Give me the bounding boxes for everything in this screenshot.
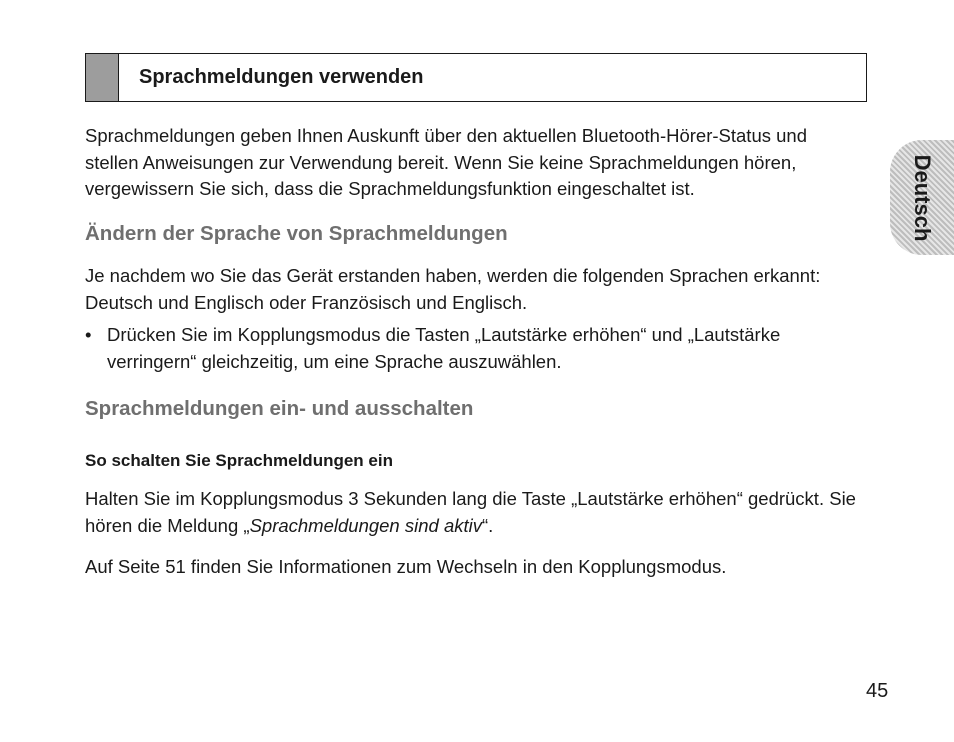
toggle-paragraph [85, 486, 865, 539]
toggle-body-italic: Sprachmeldungen sind aktiv [249, 514, 482, 536]
reference-paragraph: Auf Seite 51 finden Sie Informationen zum Wechseln in den Kopplungsmodus. [85, 556, 727, 577]
bullet-dot-icon: • [85, 324, 92, 345]
toggle-subheading: So schalten Sie Sprachmeldungen ein [85, 451, 393, 470]
intro-paragraph: Sprachmeldungen geben Ihnen Auskunft über den aktuellen Bluetooth-Hörer-Status und stellen Anweisungen zur Verwendung bereit. Wenn Sie keine Sprachmeldungen hören, vergewissern Sie sich, dass die Sprachmeldungsfunktion eingeschaltet ist. [85, 125, 807, 199]
section-title: Sprachmeldungen verwenden [139, 66, 424, 88]
language-bullet-text: Drücken Sie im Kopplungsmodus die Tasten „Lautstärke erhöhen“ und „Lautstärke verringern“ gleichzeitig, um eine Sprache auszuwählen. [107, 324, 781, 372]
page-number: 45 [866, 680, 889, 702]
toggle-body-prefix: Halten Sie im Kopplungsmodus 3 Sekunden lang die Taste „Lautstärke erhöhen“ gedrückt. Sie hören die Meldung „ [85, 488, 856, 536]
section-title-box [85, 53, 867, 102]
toggle-body-suffix: “. [481, 514, 494, 536]
toggle-heading: Sprachmeldungen ein- und ausschalten [85, 397, 474, 420]
language-side-tab [890, 140, 954, 255]
side-tab-label: Deutsch [910, 154, 935, 241]
language-heading: Ändern der Sprache von Sprachmeldungen [85, 222, 508, 245]
title-color-block [86, 54, 119, 101]
language-paragraph: Je nachdem wo Sie das Gerät erstanden haben, werden die folgenden Sprachen erkannt: Deutsch und Englisch oder Französisch und Englisch. [85, 265, 821, 313]
